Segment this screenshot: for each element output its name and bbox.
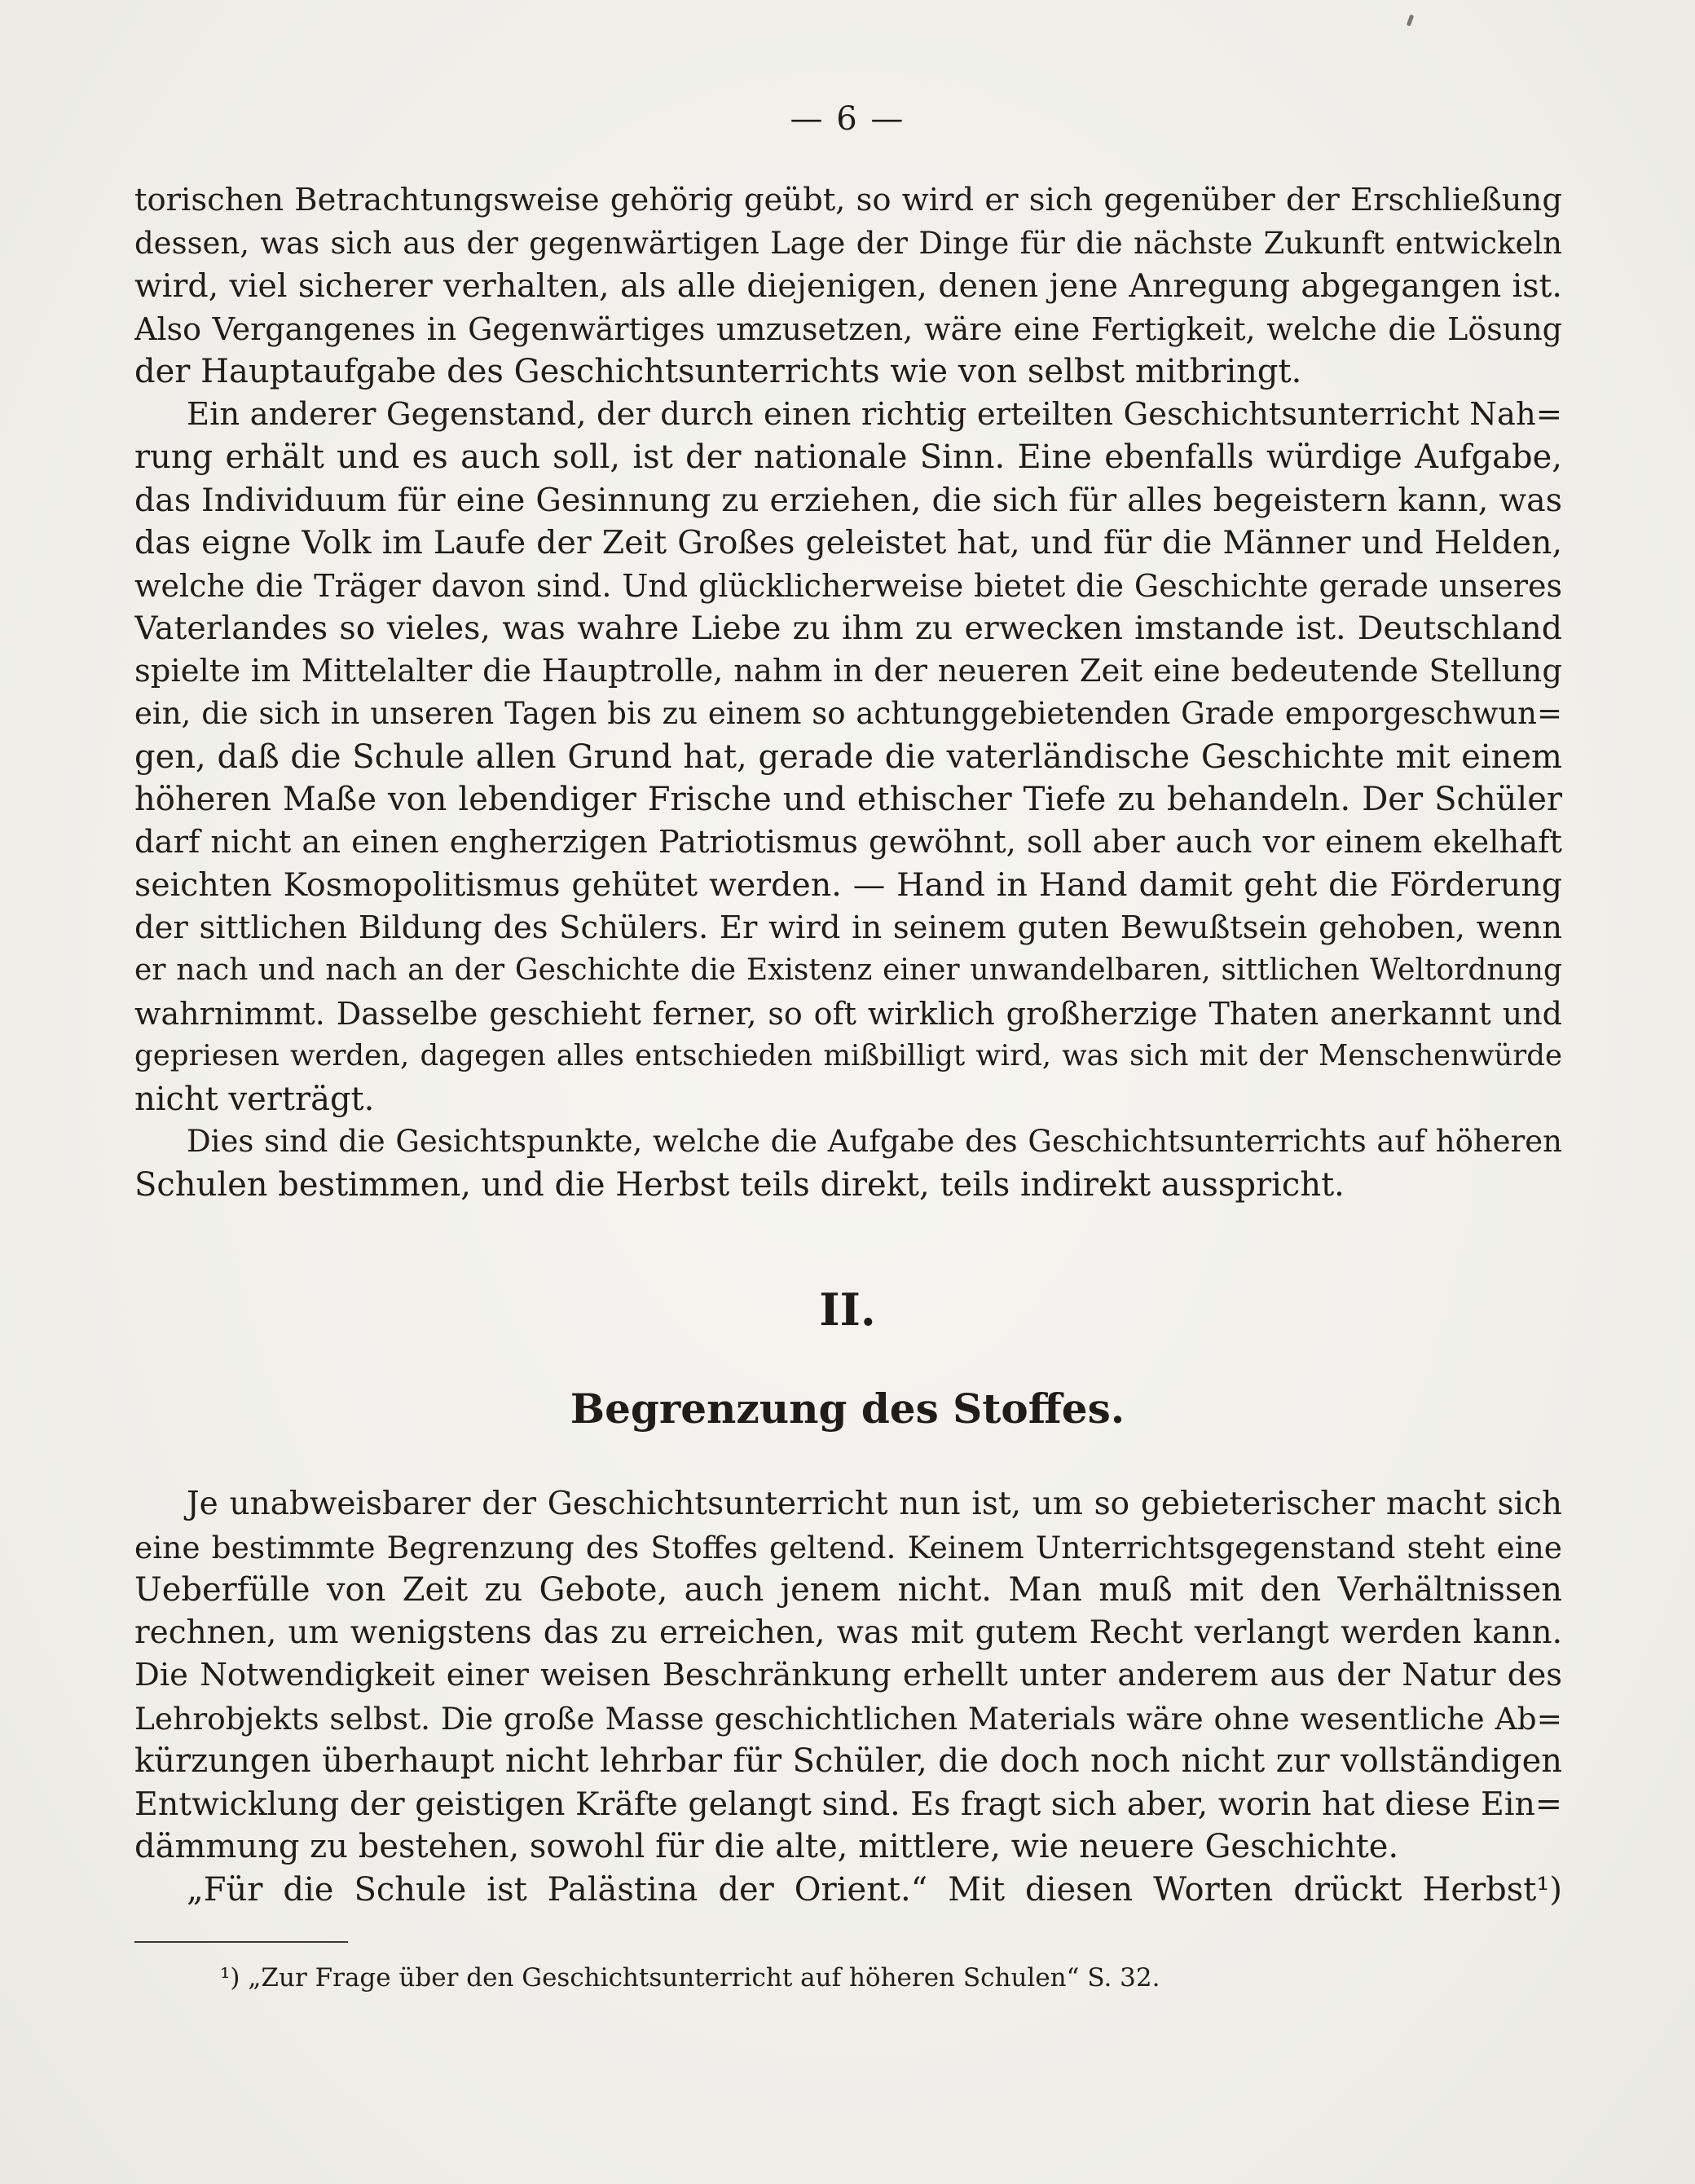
text-line: Vaterlandes so vieles, was wahre Liebe zu ihm zu erwecken imstande ist. Deutschland — [134, 610, 1562, 647]
footnote-rule — [134, 1941, 348, 1943]
text-line: kürzungen überhaupt nicht lehrbar für Schüler, die doch noch nicht zur vollständigen — [134, 1742, 1562, 1780]
text-line: Ein anderer Gegenstand, der durch einen richtig erteilten Geschichtsunterricht Nah= — [187, 395, 1562, 433]
section-number: II. — [819, 1284, 876, 1336]
text-line: rung erhält und es auch soll, ist der nationale Sinn. Eine ebenfalls würdige Aufgabe, — [134, 438, 1562, 476]
text-line: Schulen bestimmen, und die Herbst teils direkt, teils indirekt ausspricht. — [134, 1165, 1345, 1204]
footnote: ¹) „Zur Frage über den Geschichtsunterricht auf höheren Schulen“ S. 32. — [220, 1963, 1160, 1992]
text-line: Lehrobjekts selbst. Die große Masse geschichtlichen Materials wäre ohne wesentliche Ab= — [134, 1700, 1562, 1737]
text-line: der Hauptaufgabe des Geschichtsunterrichts wie von selbst mitbringt. — [134, 353, 1302, 390]
text-line: höheren Maße von lebendiger Frische und ethischer Tiefe zu behandeln. Der Schüler — [134, 781, 1562, 818]
text-block-lower — [134, 1483, 1562, 1911]
text-line: wahrnimmt. Dasselbe geschieht ferner, so oft wirklich großherzige Thaten anerkannt und — [134, 995, 1562, 1032]
text-line: der sittlichen Bildung des Schülers. Er wird in seinem guten Bewußtsein gehoben, wenn — [134, 909, 1562, 946]
text-line: dessen, was sich aus der gegenwärtigen Lage der Dinge für die nächste Zukunft entwickeln — [134, 225, 1562, 261]
section-title: Begrenzung des Stoffes. — [570, 1385, 1125, 1433]
paper-speck — [1407, 15, 1414, 27]
text-line: ein, die sich in unseren Tagen bis zu einem so achtunggebietenden Grade emporgeschwun= — [134, 696, 1562, 731]
text-line: das Individuum für eine Gesinnung zu erziehen, die sich für alles begeistern kann, was — [134, 481, 1562, 519]
text-line: nicht verträgt. — [134, 1080, 375, 1118]
text-line: „Für die Schule ist Palästina der Orient.“ Mit diesen Worten drückt Herbst¹) — [187, 1870, 1562, 1909]
text-line: gepriesen werden, dagegen alles entschieden mißbilligt wird, was sich mit der Menschenwürde — [134, 1039, 1562, 1072]
text-line: darf nicht an einen engherzigen Patriotismus gewöhnt, soll aber auch vor einem ekelhaft — [134, 823, 1562, 861]
text-line: gen, daß die Schule allen Grund hat, gerade die vaterländische Geschichte mit einem — [134, 738, 1562, 776]
text-line: welche die Träger davon sind. Und glücklicherweise bietet die Geschichte gerade unseres — [134, 567, 1562, 604]
text-line: torischen Betrachtungsweise gehörig geübt, so wird er sich gegenüber der Erschließung — [134, 182, 1562, 218]
text-line: eine bestimmte Begrenzung des Stoffes geltend. Keinem Unterrichtsgegenstand steht eine — [134, 1529, 1562, 1565]
text-line: er nach und nach an der Geschichte die Existenz einer unwandelbaren, sittlichen Weltordnung — [134, 953, 1562, 987]
text-line: Die Notwendigkeit einer weisen Beschränkung erhellt unter anderem aus der Natur des — [134, 1657, 1562, 1693]
text-line: rechnen, um wenigstens das zu erreichen, was mit gutem Recht verlangt werden kann. — [134, 1614, 1562, 1651]
text-line: Ueberfülle von Zeit zu Gebote, auch jenem nicht. Man muß mit den Verhältnissen — [134, 1571, 1562, 1609]
text-line: das eigne Volk im Laufe der Zeit Großes geleistet hat, und für die Männer und Helden, — [134, 524, 1562, 561]
text-line: seichten Kosmopolitismus gehütet werden. — Hand in Hand damit geht die Förderung — [134, 866, 1562, 904]
text-line: dämmung zu bestehen, sowohl für die alte, mittlere, wie neuere Geschichte. — [134, 1828, 1399, 1865]
text-line: spielte im Mittelalter die Hauptrolle, nahm in der neueren Zeit eine bedeutende Stellung — [134, 652, 1562, 689]
text-block-upper — [134, 179, 1562, 1206]
text-line: wird, viel sicherer verhalten, als alle diejenigen, denen jene Anregung abgegangen ist. — [134, 267, 1562, 305]
text-line: Dies sind die Gesichtspunkte, welche die Aufgabe des Geschichtsunterrichts auf höheren — [187, 1124, 1562, 1159]
text-line: Entwicklung der geistigen Kräfte gelangt sind. Es fragt sich aber, worin hat diese Ein= — [134, 1785, 1562, 1823]
page-number: — 6 — — [790, 100, 905, 138]
text-line: Also Vergangenes in Gegenwärtiges umzusetzen, wäre eine Fertigkeit, welche die Lösung — [134, 310, 1562, 347]
text-line: Je unabweisbarer der Geschichtsunterricht nun ist, um so gebieterischer macht sich — [187, 1486, 1562, 1522]
